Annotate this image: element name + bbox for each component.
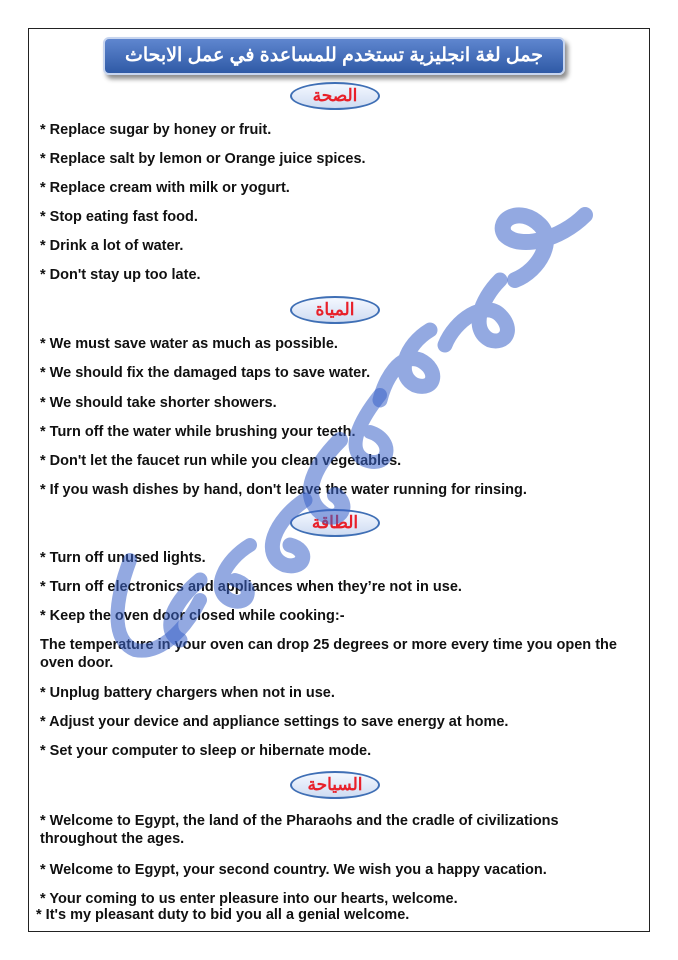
list-item: * Turn off electronics and appliances when they’re not in use. [40, 579, 462, 595]
section-heading-health: الصحة [290, 82, 380, 110]
list-item: The temperature in your oven can drop 25 degrees or more every time you open the oven door. [40, 637, 617, 671]
section-heading-energy: الطاقة [290, 509, 380, 537]
section-heading-tourism: السياحة [290, 771, 380, 799]
list-item: * Set your computer to sleep or hibernate mode. [40, 743, 372, 759]
list-item: * Turn off unused lights. [40, 550, 206, 566]
list-item: * Replace cream with milk or yogurt. [40, 180, 290, 196]
list-item: * Drink a lot of water. [40, 238, 184, 254]
list-item: * Adjust your device and appliance settings to save energy at home. [40, 714, 509, 730]
list-item: * Unplug battery chargers when not in use. [40, 685, 335, 701]
list-item: * Replace salt by lemon or Orange juice spices. [40, 151, 366, 167]
list-item: * Welcome to Egypt, the land of the Pharaohs and the cradle of civilizations throughout the ages. [40, 813, 559, 847]
list-item: * We should take shorter showers. [40, 395, 277, 411]
list-item: * Keep the oven door closed while cooking:- [40, 608, 345, 624]
list-item: * We must save water as much as possible. [40, 336, 338, 352]
list-item: * It's my pleasant duty to bid you all a genial welcome. [36, 907, 410, 923]
list-item: * Don't stay up too late. [40, 267, 201, 283]
page-title: جمل لغة انجليزية تستخدم للمساعدة في عمل الابحاث [103, 37, 565, 75]
list-item: * If you wash dishes by hand, don't leave the water running for rinsing. [40, 482, 527, 498]
list-item: * Replace sugar by honey or fruit. [40, 122, 272, 138]
list-item: * Your coming to us enter pleasure into our hearts, welcome. [40, 891, 458, 907]
list-item: * Stop eating fast food. [40, 209, 198, 225]
list-item: * Don't let the faucet run while you clean vegetables. [40, 453, 402, 469]
list-item: * Welcome to Egypt, your second country. We wish you a happy vacation. [40, 862, 547, 878]
list-item: * We should fix the damaged taps to save water. [40, 365, 371, 381]
section-heading-water: المياة [290, 296, 380, 324]
list-item: * Turn off the water while brushing your teeth. [40, 424, 356, 440]
